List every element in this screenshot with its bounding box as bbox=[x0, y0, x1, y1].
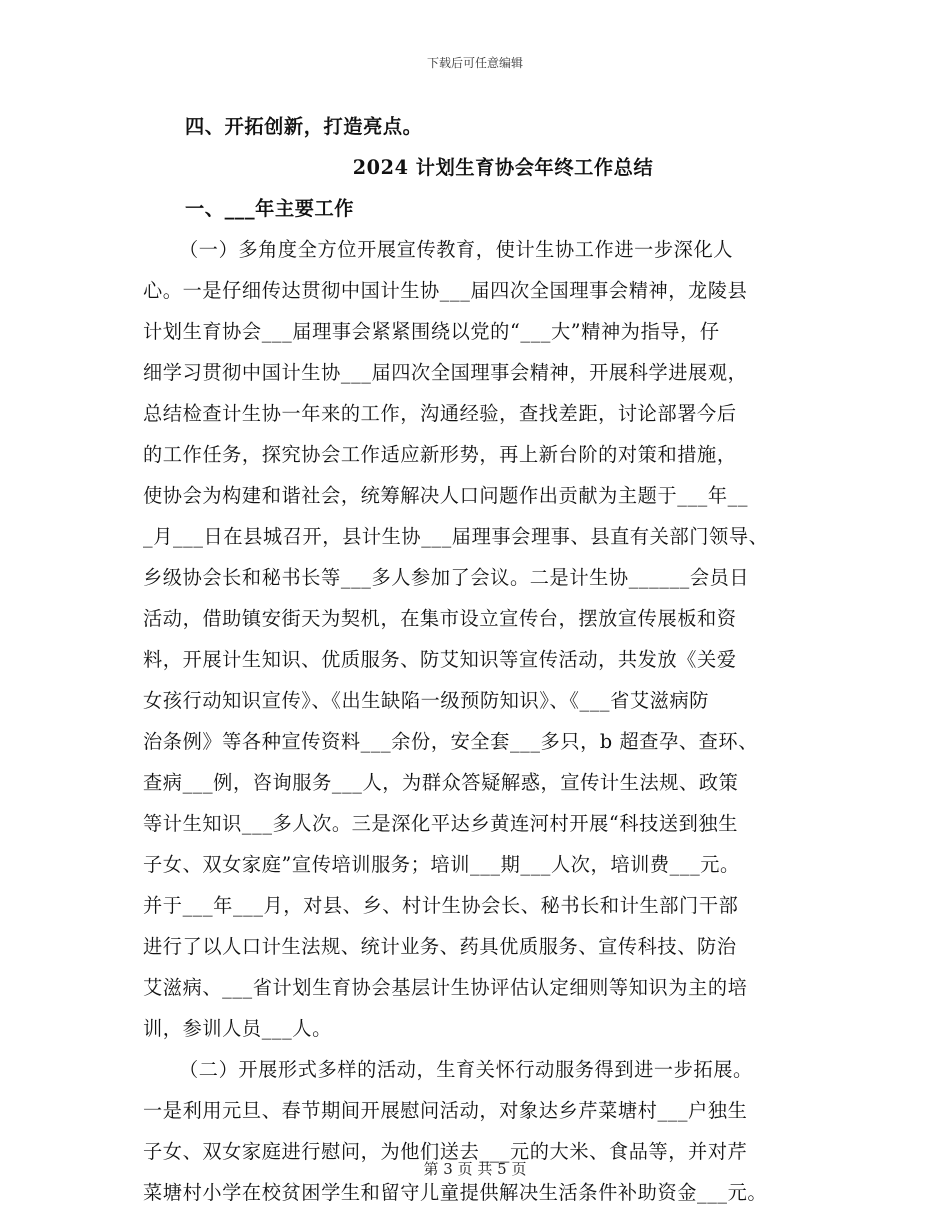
paragraph-line: 菜塘村小学在校贫困学生和留守儿童提供解决生活条件补助资金___元。 bbox=[143, 1181, 768, 1204]
paragraph-line: 并于___年___月，对县、乡、村计生协会长、秘书长和计生部门干部 bbox=[143, 894, 739, 917]
paragraph-line: 心。一是仔细传达贯彻中国计生协___届四次全国理事会精神，龙陵县 bbox=[143, 279, 748, 302]
section-heading-four: 四、开拓创新，打造亮点。 bbox=[185, 115, 423, 138]
paragraph-line: 查病___例，咨询服务___人，为群众答疑解惑，宣传计生法规、政策 bbox=[143, 771, 739, 794]
paragraph-line: 治条例》等各种宣传资料___余份，安全套___多只，b 超查孕、查环、 bbox=[143, 730, 759, 753]
paragraph-line: 总结检查计生协一年来的工作，沟通经验，查找差距，讨论部署今后 bbox=[143, 402, 737, 425]
page-number: 第 3 页 共 5 页 bbox=[423, 1160, 527, 1178]
document-title: 2024 计划生育协会年终工作总结 bbox=[352, 156, 654, 179]
paragraph-line: 子女、双女家庭进行慰问，为他们送去___元的大米、食品等，并对芹 bbox=[143, 1140, 748, 1163]
header-note: 下载后可任意编辑 bbox=[426, 56, 523, 70]
paragraph-line: 一是利用元旦、春节期间开展慰问活动，对象达乡芹菜塘村___户独生 bbox=[143, 1099, 748, 1122]
paragraph-line: 活动，借助镇安街天为契机，在集市设立宣传台，摆放宣传展板和资 bbox=[143, 607, 737, 630]
paragraph-line: 计划生育协会___届理事会紧紧围绕以党的“___大”精神为指导，仔 bbox=[143, 320, 720, 343]
paragraph-line: 训，参训人员___人。 bbox=[143, 1017, 332, 1040]
paragraph-line: 女孩行动知识宣传》、《出生缺陷一级预防知识》、《___省艾滋病防 bbox=[143, 689, 710, 712]
paragraph-line: 的工作任务，探究协会工作适应新形势，再上新台阶的对策和措施， bbox=[143, 443, 737, 466]
paragraph-line: 使协会为构建和谐社会，统筹解决人口问题作出贡献为主题于___年__ bbox=[143, 484, 749, 507]
paragraph-line: （二）开展形式多样的活动，生育关怀行动服务得到进一步拓展。 bbox=[179, 1058, 753, 1081]
paragraph-line: 细学习贯彻中国计生协___届四次全国理事会精神，开展科学进展观， bbox=[143, 361, 748, 384]
paragraph-line: _月___日在县城召开，县计生协___届理事会理事、县直有关部门领导、 bbox=[143, 525, 769, 548]
section-heading-one: 一、___年主要工作 bbox=[185, 197, 355, 220]
paragraph-line: 子女、双女家庭”宣传培训服务；培训___期___人次，培训费___元。 bbox=[143, 853, 740, 876]
paragraph-line: 料，开展计生知识、优质服务、防艾知识等宣传活动，共发放《关爱 bbox=[143, 648, 737, 671]
paragraph-line: 乡级协会长和秘书长等___多人参加了会议。二是计生协______会员日 bbox=[143, 566, 750, 589]
paragraph-line: 艾滋病、___省计划生育协会基层计生协评估认定细则等知识为主的培 bbox=[143, 976, 748, 999]
paragraph-line: 等计生知识___多人次。三是深化平达乡黄连河村开展“科技送到独生 bbox=[143, 812, 739, 835]
document-body bbox=[143, 106, 823, 1213]
paragraph-line: （一）多角度全方位开展宣传教育，使计生协工作进一步深化人 bbox=[179, 238, 734, 261]
paragraph-line: 进行了以人口计生法规、统计业务、药具优质服务、宣传科技、防治 bbox=[143, 935, 737, 958]
